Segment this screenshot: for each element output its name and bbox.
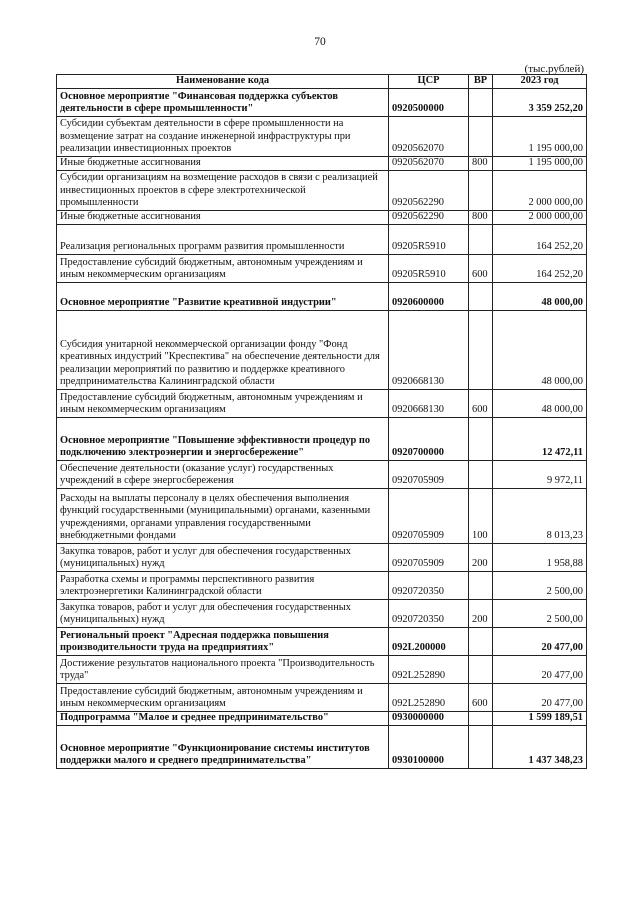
row-vr-cell bbox=[469, 89, 493, 117]
table-row bbox=[57, 656, 587, 684]
row-vr-cell: 100 bbox=[469, 489, 493, 544]
row-csr-cell: 09205R5910 bbox=[389, 225, 469, 255]
table-row bbox=[57, 572, 587, 600]
header-vr: ВР bbox=[469, 75, 493, 89]
row-vr-cell: 600 bbox=[469, 390, 493, 418]
header-year: 2023 год bbox=[493, 75, 587, 89]
table-row bbox=[57, 418, 587, 461]
page-number: 70 bbox=[314, 36, 326, 48]
row-sum-cell: 20 477,00 bbox=[493, 684, 587, 712]
row-sum-cell: 9 972,11 bbox=[493, 461, 587, 489]
row-vr-cell bbox=[469, 225, 493, 255]
row-vr-cell: 600 bbox=[469, 684, 493, 712]
row-sum-cell: 2 000 000,00 bbox=[493, 171, 587, 211]
header-csr: ЦСР bbox=[389, 75, 469, 89]
row-csr-cell: 0920705909 bbox=[389, 489, 469, 544]
row-vr-cell bbox=[469, 572, 493, 600]
row-sum-cell: 164 252,20 bbox=[493, 255, 587, 283]
table-row bbox=[57, 311, 587, 390]
row-csr-cell: 0920562290 bbox=[389, 171, 469, 211]
row-vr-cell bbox=[469, 311, 493, 390]
row-vr-cell: 200 bbox=[469, 600, 493, 628]
row-name-cell: Предоставление субсидий бюджетным, автономным учреждениям и иным некоммерческим организациям bbox=[57, 255, 389, 283]
row-vr-cell bbox=[469, 628, 493, 656]
table-row bbox=[57, 225, 587, 255]
row-csr-cell: 092L252890 bbox=[389, 684, 469, 712]
row-name-cell: Иные бюджетные ассигнования bbox=[57, 211, 389, 225]
row-name-cell: Реализация региональных программ развития промышленности bbox=[57, 225, 389, 255]
row-sum-cell: 2 000 000,00 bbox=[493, 211, 587, 225]
row-csr-cell: 0920562070 bbox=[389, 157, 469, 171]
row-vr-cell: 200 bbox=[469, 544, 493, 572]
table-row bbox=[57, 89, 587, 117]
row-vr-cell bbox=[469, 283, 493, 311]
row-csr-cell: 0920700000 bbox=[389, 418, 469, 461]
row-sum-cell: 1 195 000,00 bbox=[493, 117, 587, 157]
row-name-cell: Предоставление субсидий бюджетным, автономным учреждениям и иным некоммерческим организациям bbox=[57, 390, 389, 418]
row-csr-cell: 0920705909 bbox=[389, 544, 469, 572]
row-name-cell: Закупка товаров, работ и услуг для обеспечения государственных (муниципальных) нужд bbox=[57, 544, 389, 572]
row-name-cell: Субсидия унитарной некоммерческой организации фонду "Фонд креативных индустрий "Креспектива" на обеспечение деятельности для реализации мероприятий по развитию и поддержке креативного предпринимательства Калининградской области bbox=[57, 311, 389, 390]
row-vr-cell bbox=[469, 117, 493, 157]
row-vr-cell bbox=[469, 461, 493, 489]
row-name-cell: Закупка товаров, работ и услуг для обеспечения государственных (муниципальных) нужд bbox=[57, 600, 389, 628]
row-csr-cell: 0920705909 bbox=[389, 461, 469, 489]
row-name-cell: Основное мероприятие "Функционирование системы институтов поддержки малого и среднего предпринимательства" bbox=[57, 726, 389, 769]
row-name-cell: Субсидии субъектам деятельности в сфере промышленности на возмещение затрат на создание инженерной инфраструктуры при реализации инвестиционных проектов bbox=[57, 117, 389, 157]
row-name-cell: Основное мероприятие "Развитие креативной индустрии" bbox=[57, 283, 389, 311]
budget-table bbox=[56, 74, 587, 769]
row-csr-cell: 0920600000 bbox=[389, 283, 469, 311]
row-vr-cell bbox=[469, 656, 493, 684]
row-sum-cell: 3 359 252,20 bbox=[493, 89, 587, 117]
row-sum-cell: 1 958,88 bbox=[493, 544, 587, 572]
row-name-cell: Обеспечение деятельности (оказание услуг) государственных учреждений в сфере энергосбережения bbox=[57, 461, 389, 489]
row-csr-cell: 0920668130 bbox=[389, 390, 469, 418]
row-name-cell: Расходы на выплаты персоналу в целях обеспечения выполнения функций государственными (муниципальными) органами, казенными учреждениями, органами управления государственными внебюджетными фондами bbox=[57, 489, 389, 544]
row-name-cell: Региональный проект "Адресная поддержка повышения производительности труда на предприятиях" bbox=[57, 628, 389, 656]
table-row bbox=[57, 117, 587, 157]
row-vr-cell bbox=[469, 418, 493, 461]
row-sum-cell: 1 599 189,51 bbox=[493, 712, 587, 726]
row-csr-cell: 0920562290 bbox=[389, 211, 469, 225]
row-vr-cell: 800 bbox=[469, 157, 493, 171]
row-sum-cell: 164 252,20 bbox=[493, 225, 587, 255]
row-sum-cell: 1 437 348,23 bbox=[493, 726, 587, 769]
row-vr-cell: 600 bbox=[469, 255, 493, 283]
row-sum-cell: 48 000,00 bbox=[493, 311, 587, 390]
table-row bbox=[57, 489, 587, 544]
table-row bbox=[57, 544, 587, 572]
table-row bbox=[57, 157, 587, 171]
row-name-cell: Иные бюджетные ассигнования bbox=[57, 157, 389, 171]
row-csr-cell: 092L200000 bbox=[389, 628, 469, 656]
row-vr-cell: 800 bbox=[469, 211, 493, 225]
row-csr-cell: 0930100000 bbox=[389, 726, 469, 769]
row-sum-cell: 2 500,00 bbox=[493, 600, 587, 628]
table-row bbox=[57, 390, 587, 418]
row-sum-cell: 1 195 000,00 bbox=[493, 157, 587, 171]
table-body bbox=[57, 89, 587, 769]
table-row bbox=[57, 255, 587, 283]
row-csr-cell: 092L252890 bbox=[389, 656, 469, 684]
units-label: (тыс.рублей) bbox=[524, 63, 584, 75]
table-row bbox=[57, 726, 587, 769]
row-csr-cell: 0920720350 bbox=[389, 600, 469, 628]
row-vr-cell bbox=[469, 712, 493, 726]
row-sum-cell: 48 000,00 bbox=[493, 283, 587, 311]
row-vr-cell bbox=[469, 171, 493, 211]
row-csr-cell: 0920562070 bbox=[389, 117, 469, 157]
table-row bbox=[57, 211, 587, 225]
table-header-row bbox=[57, 75, 587, 89]
row-name-cell: Предоставление субсидий бюджетным, автономным учреждениям и иным некоммерческим организациям bbox=[57, 684, 389, 712]
row-sum-cell: 20 477,00 bbox=[493, 628, 587, 656]
table-row bbox=[57, 283, 587, 311]
row-csr-cell: 09205R5910 bbox=[389, 255, 469, 283]
row-sum-cell: 2 500,00 bbox=[493, 572, 587, 600]
row-name-cell: Основное мероприятие "Повышение эффективности процедур по подключению электроэнергии и энергосбережение" bbox=[57, 418, 389, 461]
row-name-cell: Достижение результатов национального проекта "Производительность труда" bbox=[57, 656, 389, 684]
table-row bbox=[57, 171, 587, 211]
row-sum-cell: 12 472,11 bbox=[493, 418, 587, 461]
table-row bbox=[57, 712, 587, 726]
row-csr-cell: 0920500000 bbox=[389, 89, 469, 117]
row-csr-cell: 0930000000 bbox=[389, 712, 469, 726]
row-sum-cell: 8 013,23 bbox=[493, 489, 587, 544]
row-name-cell: Подпрограмма "Малое и среднее предпринимательство" bbox=[57, 712, 389, 726]
row-name-cell: Разработка схемы и программы перспективного развития электроэнергетики Калининградской области bbox=[57, 572, 389, 600]
row-csr-cell: 0920720350 bbox=[389, 572, 469, 600]
header-name: Наименование кода bbox=[57, 75, 389, 89]
row-sum-cell: 48 000,00 bbox=[493, 390, 587, 418]
row-name-cell: Основное мероприятие "Финансовая поддержка субъектов деятельности в сфере промышленности" bbox=[57, 89, 389, 117]
table-row bbox=[57, 628, 587, 656]
table-row bbox=[57, 600, 587, 628]
row-csr-cell: 0920668130 bbox=[389, 311, 469, 390]
row-vr-cell bbox=[469, 726, 493, 769]
row-sum-cell: 20 477,00 bbox=[493, 656, 587, 684]
row-name-cell: Субсидии организациям на возмещение расходов в связи с реализацией инвестиционных проектов в сфере электротехнической промышленности bbox=[57, 171, 389, 211]
table-row bbox=[57, 684, 587, 712]
table-row bbox=[57, 461, 587, 489]
